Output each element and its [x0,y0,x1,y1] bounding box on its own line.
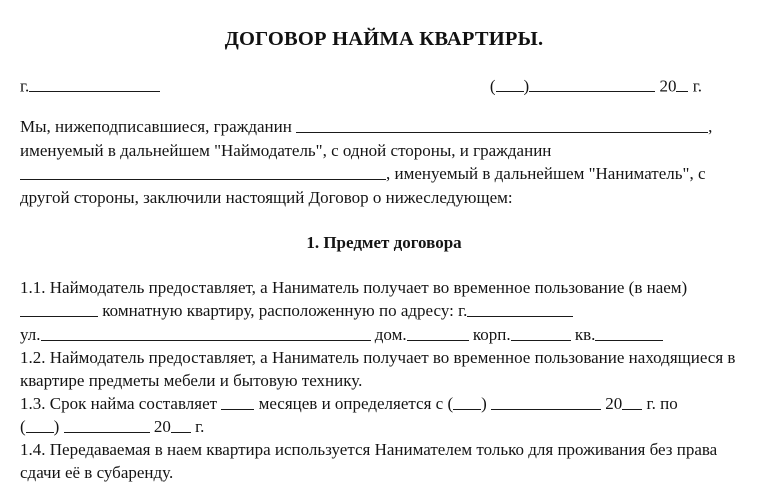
clauses-block [14,276,754,484]
clause-1-4 [20,438,754,484]
clause-1-3-number: 1.3. [20,393,46,413]
date-year-suffix: г. [692,76,702,96]
term-start-year-suffix: г. [646,393,656,413]
preamble-line-3 [20,162,754,185]
clause-1-1-number: 1.1. [20,278,46,298]
term-start-date [447,394,655,413]
clause-1-3 [20,392,754,415]
clause-1-3-text-part-2: месяцев и определяется с [258,393,444,413]
building-blank[interactable] [511,324,571,341]
preamble-line-2: именуемый в дальнейшем "Наймодатель", с одной стороны, и гражданин [20,140,552,160]
clause-1-3-end-date-line [20,415,754,438]
clause-1-2-text: Наймодатель предоставляет, а Наниматель получает во временное пользование находящиеся в квартире предметы мебели и бытовую технику. [20,347,736,390]
preamble-line-1: Мы, нижеподписавшиеся, гражданин , [20,117,713,137]
place-and-date-row [14,76,754,97]
clause-1-4-text: Передаваемая в наем квартира используется Нанимателем только для проживания без права сдачи её в субаренду. [20,440,718,483]
term-start-paren-open: ( [447,393,454,413]
house-blank[interactable] [407,324,469,341]
term-end-paren-open: ( [20,417,26,437]
term-start-day-blank[interactable] [453,393,481,410]
building-label: корп. [472,324,511,344]
term-end-year-blank[interactable] [171,416,191,433]
date-year-prefix: 20 [659,76,677,96]
term-end-paren-close: ) [53,417,60,437]
date-year-blank[interactable] [676,76,688,93]
preamble-block [14,115,754,209]
clause-1-3-text-part-1: Срок найма составляет [49,393,218,413]
place-blank[interactable] [29,76,160,93]
clause-1-1-address-line [20,323,754,346]
street-label: ул. [20,324,41,344]
term-end-month-blank[interactable] [64,416,150,433]
document-title: ДОГОВОР НАЙМА КВАРТИРЫ. [224,28,544,50]
clause-1-4-number: 1.4. [20,440,46,460]
preamble-line-3-text: , именуемый в дальнейшем "Наниматель", с [386,164,706,184]
clause-1-1-text-part-1: Наймодатель предоставляет, а Наниматель получает во временное пользование (в наем) [49,278,688,298]
date-field [490,76,702,97]
tenant-name-blank[interactable] [20,163,386,180]
clause-1-2 [20,346,754,392]
landlord-name-blank[interactable] [296,117,708,134]
clause-1-1 [20,276,754,322]
date-paren-close: ) [523,76,530,96]
clause-1-2-number: 1.2. [20,347,46,367]
term-end-day-blank[interactable] [26,416,54,433]
house-label: дом. [374,324,407,344]
place-field [20,76,160,97]
clause-1-3-text-part-3: по [660,393,678,413]
term-start-paren-close: ) [481,393,487,413]
place-label: г. [20,76,30,96]
address-city-blank[interactable] [467,301,573,318]
term-months-blank[interactable] [221,393,254,410]
apartment-blank[interactable] [595,324,663,341]
preamble-line-4: другой стороны, заключили настоящий Договор о нижеследующем: [20,187,513,207]
term-start-month-blank[interactable] [491,393,601,410]
apartment-label: кв. [574,324,596,344]
clause-1-1-text-part-2: комнатную квартиру, расположенную по адресу: г. [102,301,468,321]
term-start-year-blank[interactable] [622,393,642,410]
term-end-year-suffix: г. [195,417,205,437]
date-day-blank[interactable] [496,76,524,93]
term-start-year-prefix: 20 [605,393,623,413]
term-end-year-prefix: 20 [153,417,171,437]
street-blank[interactable] [41,324,371,341]
section-heading-subject: 1. Предмет договора [306,232,462,252]
room-count-blank[interactable] [20,301,98,318]
date-paren-open: ( [489,76,496,96]
date-month-blank[interactable] [529,76,655,93]
preamble-line-1-text: Мы, нижеподписавшиеся, гражданин [20,117,292,137]
